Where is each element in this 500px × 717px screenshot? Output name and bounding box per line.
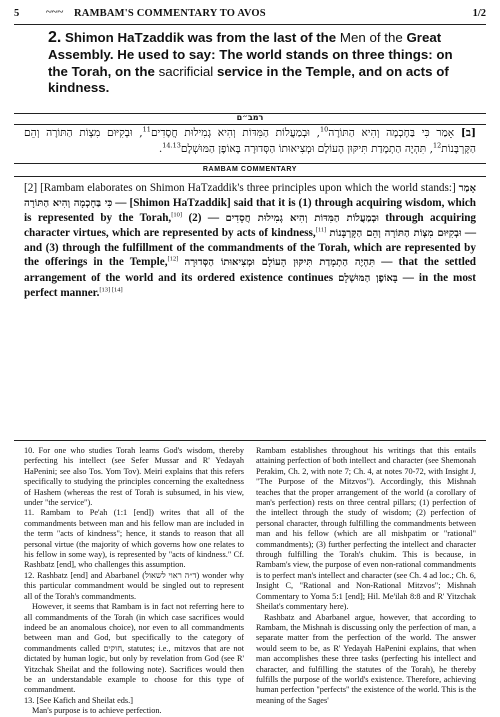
commentary-note-12[interactable]: [12] [167,255,179,263]
footnote-13-right: Rambam establishes throughout his writings that this entails attaining perfection of both intellect and character (see Shemonah Perakim, Ch. 2, with note 7; Ch. 4, at notes 70-72, with Insight J, "The Purpose of the Mitzvos"). Accordingly, this Mishnah teaches that the proper arrangement of the world (a corollary of man's perfection) rests on three central pillars; (1) perfection of the intellect through the study of wisdom; (2) perfection of personal character, through fulfilling the commandments between man and his fellow (which are all mishpatim or "rational" commandments); (3) further perfecting the intellect and character through fulfilling the Torah's chukim. This is because, in Rambam's view, the purpose of even non-rational commandments is to perfect man's intellect and character (see Ch. 4 ad loc.; Ch. 6, Insight C, "Rational and Non-Rational Mitzvos"; Mishnah Commentary to Yoma 5:1 [end]; Hil. Me'ilah 8:8 and R' Yitzchak Sheilat's commentary here). [256,446,476,612]
rambam-commentary-label: RAMBAM COMMENTARY [202,166,298,173]
mishnah-number: 2. [48,29,62,46]
footnote-11: 11. Rambam to Pe'ah (1:1 [end]) writes that all of the commandments between man and his fellow man are included in the term "acts of kindness"; hence, it stands to reason that all personal virtue (the majority of which governs how one relates to his fellow in some way), is represented by "acts of kindness." Cf. Rashbatz [end], who challenges this assumption. [24,508,244,570]
commentary-hebrew-4: תִּהְיֶה הַתְמָדַת תִּיקּוּן הָעוֹלָם וּמְצִיאוּתוֹ הַסְּדוּרָה [184,257,376,269]
running-title: RAMBAM'S COMMENTARY TO AVOS [74,8,266,19]
hebrew-line3: , וּבְקִיּוּם מִצְוֹת הַתּוֹרָה וְהֵם הַקָּרְבָּנוֹת [24,127,476,155]
hebrew-line4: , תִּהְיֶה הַתְמָדַת תִּיקּוּן הָעוֹלָם וּמְצִיאוּתוֹ הַסְּדוּרָה בָּאוֹפֶן הַמּוּשְׁלָם [180,142,434,155]
footnote-ref-10[interactable]: 10 [319,125,329,134]
footnotes-right-column [256,446,476,706]
commentary-text-1: — [Shimon HaTzaddik] said that it is (1) through acquiring wisdom, which is represented by the Torah, [24,197,477,225]
commentary-hebrew-3: וּבְקִיּוּם מִצְוֹת הַתּוֹרָה וְהֵם הַקָּרְבָּנוֹת [329,228,462,240]
section-marker: [ב] [460,127,476,139]
hebrew-end: . [158,142,163,155]
commentary-hebrew-5: בָּאוֹפֶן הַמּוּשְׁלָם [338,272,398,284]
commentary-rule-top [14,163,486,164]
commentary-hebrew-2: וּבְמַעֲלוֹת הַמִּדּוֹת וְהִיא גְמִילוּת חֲסָדִים [225,213,379,225]
commentary-text-2: — (2) through acquiring character virtues, which are represented by acts of kindness, [24,212,477,240]
footnote-ref-13-14[interactable]: 14.13 [162,140,181,149]
mishnah-part4: sacrificial [158,63,214,79]
footnote-12-cont: However, it seems that Rambam is in fact not referring here to all commandments of the Torah (in which case sacrifices would indeed be an anomalous choice), nor even to all commandments between man and God, but specifically to the category of commandments called חוקים, statutes; i.e., mitzvos that are not dictated by human logic, but only by revelation from God (see R' Yitzchak Sheilat and the following note). Sacrifices would then be an understandable example to choose for this type of commandment. [24,602,244,695]
footnote-rule [14,440,486,441]
footnotes-left-column [24,446,244,717]
footnote-13-right-cont: Rashbatz and Abarbanel argue, however, that according to Rambam, the Mishnah is discussing only the perfection of man, a separate matter from the perfection of the world. The answer would seem to be, as R' Yedayah HaPenini explains, that when man accomplishes these three tasks (perfecting his intellect and character, and fulfilling the statutes of the Torah), he thereby fulfills the purpose of the world's existence. Therefore, achieving human perfection "perfects" the existence of the world. This is the meaning of the Sages' [256,612,476,705]
ornament-icon: ~~~ [46,6,64,18]
commentary-text-4: — that the settled arrangement of the world and its ordered existence continues [24,256,477,284]
mishnah-part2: Men of the [339,30,403,45]
footnote-13-cont: Man's purpose is to achieve perfection. [32,706,162,716]
footnote-10: 10. For one who studies Torah learns God's wisdom, thereby perfecting his intellect (see Sefer Mussar and R' Yedayah HaPenini; see also Tos. Yom Tov). Meiri explains that this refers specifically to studying the principles concerning the exaltedness of Hashem (whereas the rest of Torah is subsumed, in his view, under "the service"). [24,446,244,508]
rambam-hebrew-text [24,126,476,157]
rambam-rule-bottom [14,124,486,125]
commentary-text-5: — in the most perfect manner. [24,271,476,299]
commentary-note-10[interactable]: [10] [171,211,183,219]
footnote-13: 13. [See Kafich and Sheilat eds.] [24,695,133,705]
mishnah-part1: Shimon HaTzaddik was from the last of the [65,30,337,45]
mishnah-text [48,30,468,97]
page-number: 5 [14,8,20,19]
header-rule [14,24,486,25]
running-header [14,8,486,22]
hebrew-line1: אָמַר כִּי בַּחָכְמָה וְהִיא הַתּוֹרָה [328,127,455,139]
commentary-note-11[interactable]: [11] [315,226,327,234]
footnote-12: 12. Rashbatz [end] and Abarbanel (ד״ה ראוי לשאול) wonder why this particular commandment would be singled out to represent all of the Torah's commandments. [24,570,245,601]
commentary-text-3: — and (3) through the fulfillment of the commandments of the Torah, which are represented by the offerings in the Temple, [24,227,477,269]
footnote-ref-12[interactable]: 12 [433,140,442,149]
chapter-ref: 1/2 [472,8,486,19]
commentary-rule-bottom [14,176,486,177]
rambam-commentary [24,181,476,300]
mishnah-part5: service in the Temple, and on acts of kindness. [48,63,449,96]
mishnah-part3: Great Assembly. He used to say: The world stands on three things: on the Torah, on the [48,30,453,79]
rambam-hebrew-label: רמב״ם [236,113,264,122]
footnote-ref-11[interactable]: 11 [142,125,151,134]
hebrew-line2: , וּבְמַעֲלוֹת הַמִּדּוֹת וְהִיא גְמִילוּת חֲסָדִים [150,127,320,139]
commentary-note-13-14[interactable]: [13] [14] [99,285,123,293]
commentary-hebrew-1: אָמַר כִּי בַּחָכְמָה וְהִיא הַתּוֹרָה [24,183,476,210]
commentary-intro: [2] [Rambam elaborates on Shimon HaTzaddik's three principles upon which the world stands:] [24,182,456,194]
